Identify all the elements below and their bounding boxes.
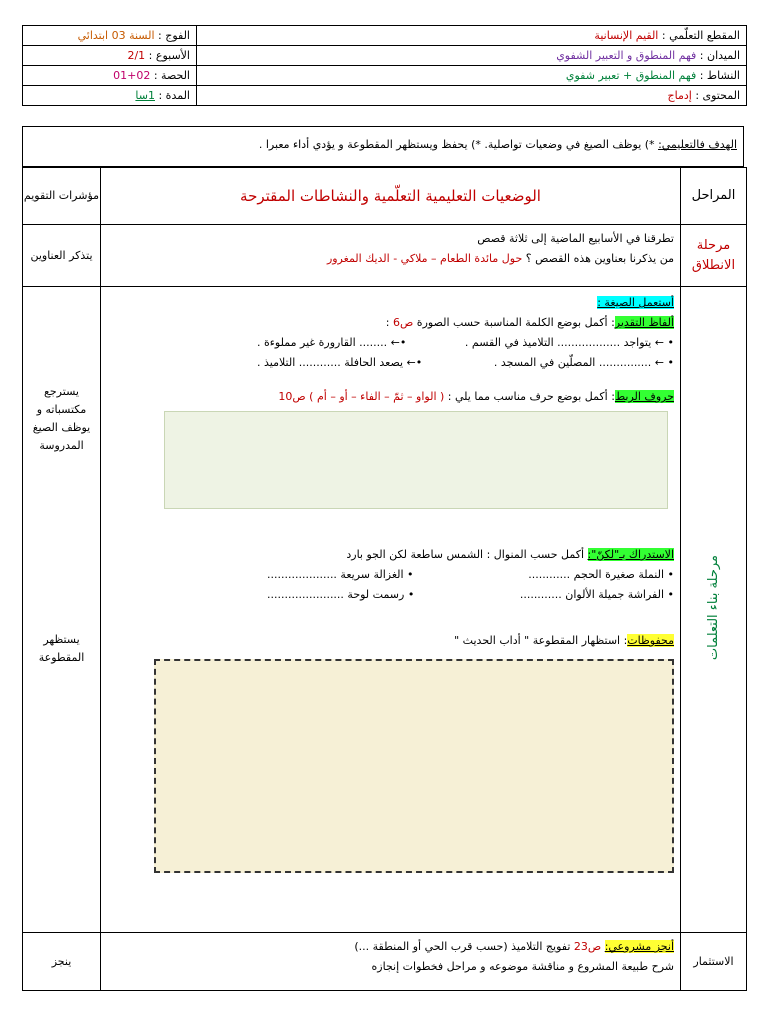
use-title: أستعمل الصيغة : (597, 296, 674, 309)
mudda-value: 1سا (135, 89, 155, 102)
mahfuzat-line: محفوظات: استظهار المقطوعة " أداب الحديث " (454, 634, 674, 647)
hissa-label: الحصة : (153, 69, 190, 82)
indicator-recite: يستظهر المقطوعة (38, 633, 85, 664)
goal-label: الهدف فالتعليمي: (658, 138, 737, 151)
estimate-row-1: • ← يتواجد .................. التلاميذ في القسم . •← ........ القارورة غير مملوءة . (257, 336, 674, 349)
invest-stage: الاستثمار (681, 933, 747, 991)
use-title-line (107, 293, 674, 313)
indicator-review: يسترجع مكتسباته و يوظف الصيغ المدروسة (32, 385, 91, 452)
indicators-header: مؤشرات التقويم (23, 168, 101, 225)
maydan-cell (197, 46, 747, 66)
intro-line-2: من يذكرنا بعناوين هذه القصص ؟ حول مائدة الطعام – ملاكي - الديك المغرور (326, 252, 674, 265)
usbu-value: 2/1 (127, 49, 146, 62)
goal-text: *) يوظف الصيغ في وضعيات تواصلية. *) يحفظ ويستظهر المقطوعة و يؤدي أداء معبرا . (258, 138, 655, 151)
poem-scan (154, 659, 674, 873)
goal-row (22, 126, 744, 167)
usbu-label: الأسبوع : (148, 49, 190, 62)
mudda-label: المدة : (158, 89, 190, 102)
link-text-scan (164, 411, 668, 509)
muhtawa-cell (197, 86, 747, 106)
estimate-row-2: • ← ............... المصلّين في المسجد . •← يصعد الحافلة ............ التلاميذ . (257, 356, 674, 369)
hissa-value: 02+01 (113, 69, 151, 82)
activities-title: الوضعيات التعليمية التعلّمية والنشاطات المقترحة (240, 187, 541, 205)
build-indicators (23, 287, 101, 933)
muhtawa-value: إدماج (667, 89, 692, 102)
invest-body (101, 933, 681, 991)
nashat-value: فهم المنطوق + تعبير شفوي (565, 69, 697, 82)
intro-stage: مرحلة الانطلاق (681, 225, 747, 287)
fawj-value: السنة 03 ابتدائي (77, 29, 155, 42)
project-line: أنجز مشروعي: ص23 تفويج التلاميذ (حسب قرب الحي أو المنطقة ...) (354, 940, 674, 953)
intro-body (101, 225, 681, 287)
build-body (101, 287, 681, 933)
invest-indicator: ينجز (23, 933, 101, 991)
link-options: ( الواو – ثمّ – الفاء – أو – أم ) ص10 (278, 390, 445, 403)
activities-header (101, 168, 681, 225)
mahfuzat-label: محفوظات (627, 634, 674, 647)
usbu-cell (23, 46, 197, 66)
maqta-label: المقطع التعلّمي : (661, 29, 740, 42)
lesson-table (22, 167, 747, 991)
istidrak-line: الاستدراك بـ"لكنّ": أكمل حسب المنوال : الشمس ساطعة لكن الجو بارد (346, 548, 674, 561)
maqta-cell (197, 26, 747, 46)
estimate-label: ألفاظ التقدير (614, 316, 674, 329)
hissa-cell (23, 66, 197, 86)
maydan-value: فهم المنطوق و التعبير الشفوي (556, 49, 697, 62)
mudda-cell (23, 86, 197, 106)
header-table (22, 25, 747, 106)
fawj-label: الفوج : (158, 29, 190, 42)
nashat-label: النشاط : (699, 69, 740, 82)
stages-header: المراحل (681, 168, 747, 225)
intro-line-1: تطرقنا في الأسابيع الماضية إلى ثلاثة قصص (477, 232, 674, 245)
maqta-value: القيم الإنسانية (594, 29, 659, 42)
istidrak-row-1: • النملة صغيرة الحجم ............ • الغزالة سريعة .................... (267, 568, 674, 581)
link-label: حروف الربط (614, 390, 674, 403)
estimate-line: ألفاظ التقدير: أكمل بوضع الكلمة المناسبة حسب الصورة ص6 : (385, 316, 674, 329)
istidrak-row-2: • الفراشة جميلة الألوان ............ • رسمت لوحة ...................... (267, 588, 674, 601)
intro-indicator: يتذكر العناوين (23, 225, 101, 287)
nashat-cell (197, 66, 747, 86)
project-label: أنجز مشروعي: (604, 940, 674, 953)
build-stage: مرحلة بناء التعلمات (681, 287, 747, 933)
muhtawa-label: المحتوى : (695, 89, 740, 102)
story-titles: حول مائدة الطعام – ملاكي - الديك المغرور (326, 252, 523, 265)
maydan-label: الميدان : (699, 49, 740, 62)
istidrak-label: الاستدراك بـ"لكنّ": (587, 548, 674, 561)
link-line: حروف الربط: أكمل بوضع حرف مناسب مما يلي : ( الواو – ثمّ – الفاء – أو – أم ) ص10 (278, 390, 674, 403)
fawj-cell (23, 26, 197, 46)
project-line-2: شرح طبيعة المشروع و مناقشة موضوعه و مراحل فخطوات إنجازه (371, 960, 674, 973)
